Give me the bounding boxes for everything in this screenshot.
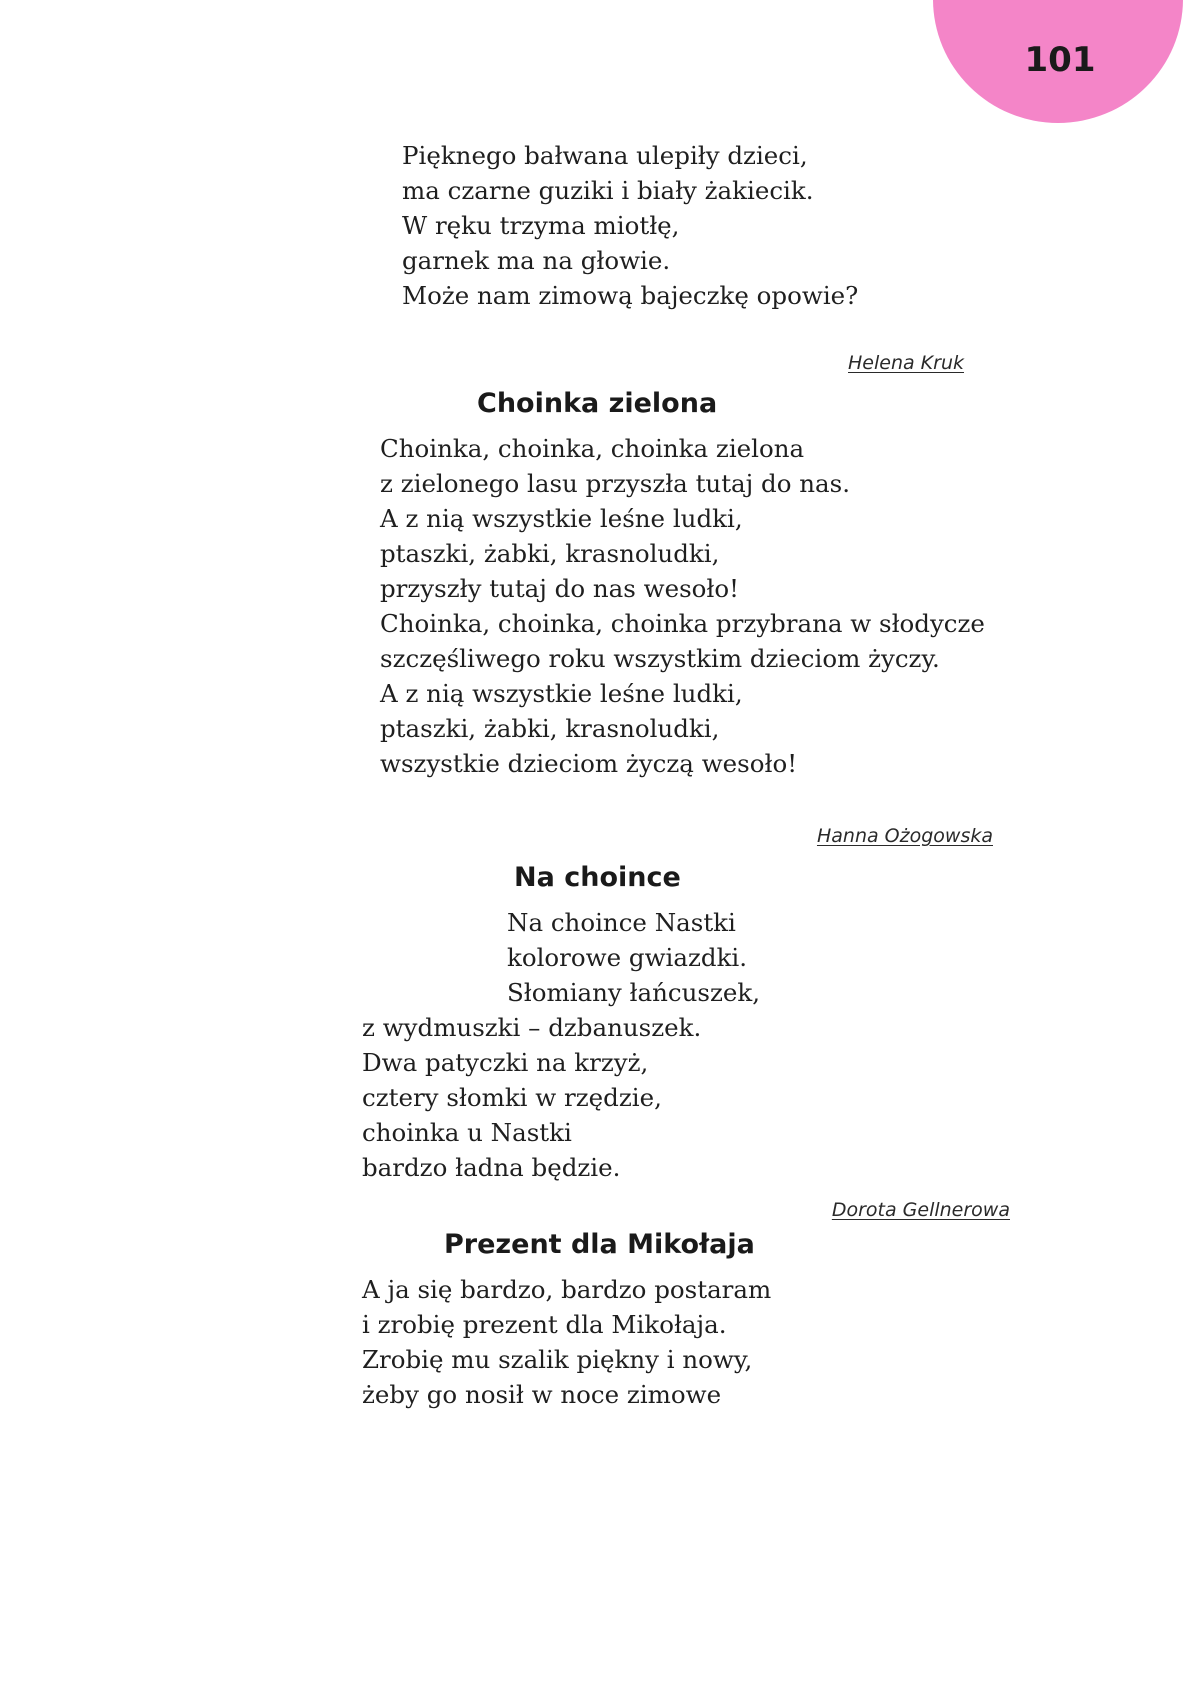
author-helena-kruk: Helena Kruk — [848, 352, 964, 374]
poem-line: Dwa patyczki na krzyż, — [362, 1048, 649, 1077]
poem-line: cztery słomki w rzędzie, — [362, 1083, 662, 1112]
poem-line: żeby go nosił w noce zimowe — [362, 1380, 722, 1409]
poem-line: ptaszki, żabki, krasnoludki, — [380, 714, 720, 743]
title-prezent-dla-mikolaja: Prezent dla Mikołaja — [444, 1229, 755, 1260]
poem-line: W ręku trzyma miotłę, — [402, 211, 680, 240]
poem-line: bardzo ładna będzie. — [362, 1153, 621, 1182]
poem-line: wszystkie dzieciom życzą wesoło! — [380, 749, 798, 778]
poem-line: szczęśliwego roku wszystkim dzieciom życzy. — [380, 644, 940, 673]
poem-prezent-dla-mikolaja — [362, 1272, 771, 1412]
poem-line: z zielonego lasu przyszła tutaj do nas. — [380, 469, 850, 498]
poem-line: ma czarne guziki i biały żakiecik. — [402, 176, 814, 205]
poem-snowman — [402, 138, 858, 313]
poem-line: A z nią wszystkie leśne ludki, — [380, 679, 743, 708]
poem-line: Zrobię mu szalik piękny i nowy, — [362, 1345, 753, 1374]
poem-line: Słomiany łańcuszek, — [507, 978, 761, 1007]
title-choinka-zielona: Choinka zielona — [477, 388, 718, 419]
page-number: 101 — [1024, 40, 1096, 80]
poem-line: A z nią wszystkie leśne ludki, — [380, 504, 743, 533]
poem-line: i zrobię prezent dla Mikołaja. — [362, 1310, 727, 1339]
poem-line: Choinka, choinka, choinka zielona — [380, 434, 805, 463]
poem-line: ptaszki, żabki, krasnoludki, — [380, 539, 720, 568]
poem-line: Pięknego bałwana ulepiły dzieci, — [402, 141, 808, 170]
poem-line: choinka u Nastki — [362, 1118, 572, 1147]
poem-line: garnek ma na głowie. — [402, 246, 671, 275]
poem-line: A ja się bardzo, bardzo postaram — [362, 1275, 772, 1304]
author-dorota-gellnerowa: Dorota Gellnerowa — [831, 1199, 1010, 1221]
poem-line: Na choince Nastki — [507, 908, 736, 937]
author-hanna-ozogowska: Hanna Ożogowska — [816, 825, 993, 847]
poem-line: z wydmuszki – dzbanuszek. — [362, 1013, 702, 1042]
poem-line: kolorowe gwiazdki. — [507, 943, 748, 972]
poem-line: Choinka, choinka, choinka przybrana w słodycze — [380, 609, 985, 638]
poem-line: przyszły tutaj do nas wesoło! — [380, 574, 739, 603]
title-na-choince: Na choince — [514, 862, 681, 893]
poem-choinka-zielona — [380, 431, 985, 781]
poem-line: Może nam zimową bajeczkę opowie? — [402, 281, 859, 310]
poem-na-choince — [362, 905, 760, 1185]
